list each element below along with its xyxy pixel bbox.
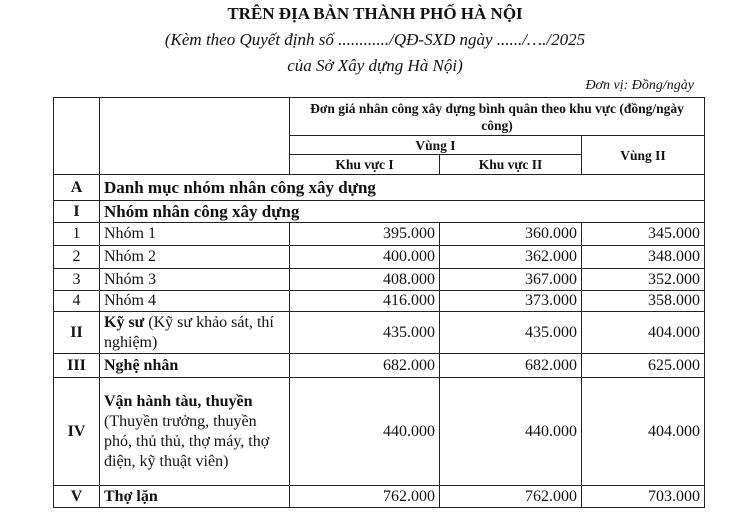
row-code: 2	[54, 246, 100, 269]
doc-subtitle-2: của Sở Xây dựng Hà Nội)	[287, 56, 463, 75]
value-kv2: 367.000	[440, 269, 582, 291]
row-label: Nhóm 2	[100, 246, 290, 269]
row-label	[100, 312, 290, 354]
doc-subtitle-1: (Kèm theo Quyết định số ............/QĐ-SXD ngày ....../…./2025	[164, 30, 586, 49]
value-vung2: 404.000	[582, 378, 705, 486]
section-code: A	[54, 175, 100, 201]
row-code: IV	[54, 378, 100, 486]
header-kv1: Khu vực I	[290, 155, 440, 175]
row-code: 1	[54, 223, 100, 246]
row-label-detail: (Kỹ sư khảo sát, thí nghiệm)	[104, 313, 274, 351]
row-label: Nhóm 1	[100, 223, 290, 246]
row-label	[100, 486, 290, 508]
value-kv1: 435.000	[290, 312, 440, 354]
value-vung2: 358.000	[582, 291, 705, 312]
table-row	[54, 223, 705, 246]
value-vung2: 703.000	[582, 486, 705, 508]
table-row	[54, 354, 705, 378]
table-row	[54, 312, 705, 354]
doc-title: TRÊN ĐỊA BÀN THÀNH PHỐ HÀ NỘI	[227, 4, 523, 23]
row-label-bold: Kỹ sư	[104, 313, 145, 331]
row-label-detail: (Thuyền trưởng, thuyền phó, thủ thủ, thợ máy, thợ điện, kỹ thuật viên)	[104, 412, 270, 470]
header-kv2: Khu vực II	[440, 155, 582, 175]
value-kv2: 373.000	[440, 291, 582, 312]
table-row	[54, 378, 705, 486]
value-kv1: 682.000	[290, 354, 440, 378]
value-kv2: 360.000	[440, 223, 582, 246]
section-code: I	[54, 201, 100, 223]
value-kv2: 762.000	[440, 486, 582, 508]
value-kv1: 395.000	[290, 223, 440, 246]
value-vung2: 404.000	[582, 312, 705, 354]
value-kv2: 440.000	[440, 378, 582, 486]
table-row	[54, 269, 705, 291]
value-kv1: 440.000	[290, 378, 440, 486]
wage-table	[53, 97, 705, 508]
row-code: II	[54, 312, 100, 354]
unit-label: Đơn vị: Đồng/ngày	[585, 78, 694, 93]
row-label: Nhóm 3	[100, 269, 290, 291]
table-row	[54, 486, 705, 508]
row-label: Nhóm 4	[100, 291, 290, 312]
row-label-bold: Nghệ nhân	[104, 356, 179, 374]
table-row	[54, 246, 705, 269]
value-kv1: 416.000	[290, 291, 440, 312]
row-label-bold: Vận hành tàu, thuyền	[104, 392, 253, 410]
header-vung2: Vùng II	[582, 136, 705, 175]
row-code: 4	[54, 291, 100, 312]
row-code: 3	[54, 269, 100, 291]
value-vung2: 348.000	[582, 246, 705, 269]
row-code: V	[54, 486, 100, 508]
value-kv1: 400.000	[290, 246, 440, 269]
header-vung1: Vùng I	[290, 136, 582, 155]
header-main: Đơn giá nhân công xây dựng bình quân theo khu vực (đồng/ngày công)	[290, 98, 705, 136]
table-row	[54, 291, 705, 312]
value-vung2: 625.000	[582, 354, 705, 378]
row-label-bold: Thợ lặn	[104, 487, 158, 505]
value-vung2: 345.000	[582, 223, 705, 246]
header-blank	[100, 98, 290, 175]
value-kv2: 435.000	[440, 312, 582, 354]
row-label	[100, 378, 290, 486]
row-code: III	[54, 354, 100, 378]
value-kv2: 682.000	[440, 354, 582, 378]
value-kv1: 762.000	[290, 486, 440, 508]
value-kv1: 408.000	[290, 269, 440, 291]
section-label: Danh mục nhóm nhân công xây dựng	[100, 175, 705, 201]
section-label: Nhóm nhân công xây dựng	[100, 201, 705, 223]
row-label	[100, 354, 290, 378]
value-kv2: 362.000	[440, 246, 582, 269]
header-blank	[54, 98, 100, 175]
value-vung2: 352.000	[582, 269, 705, 291]
